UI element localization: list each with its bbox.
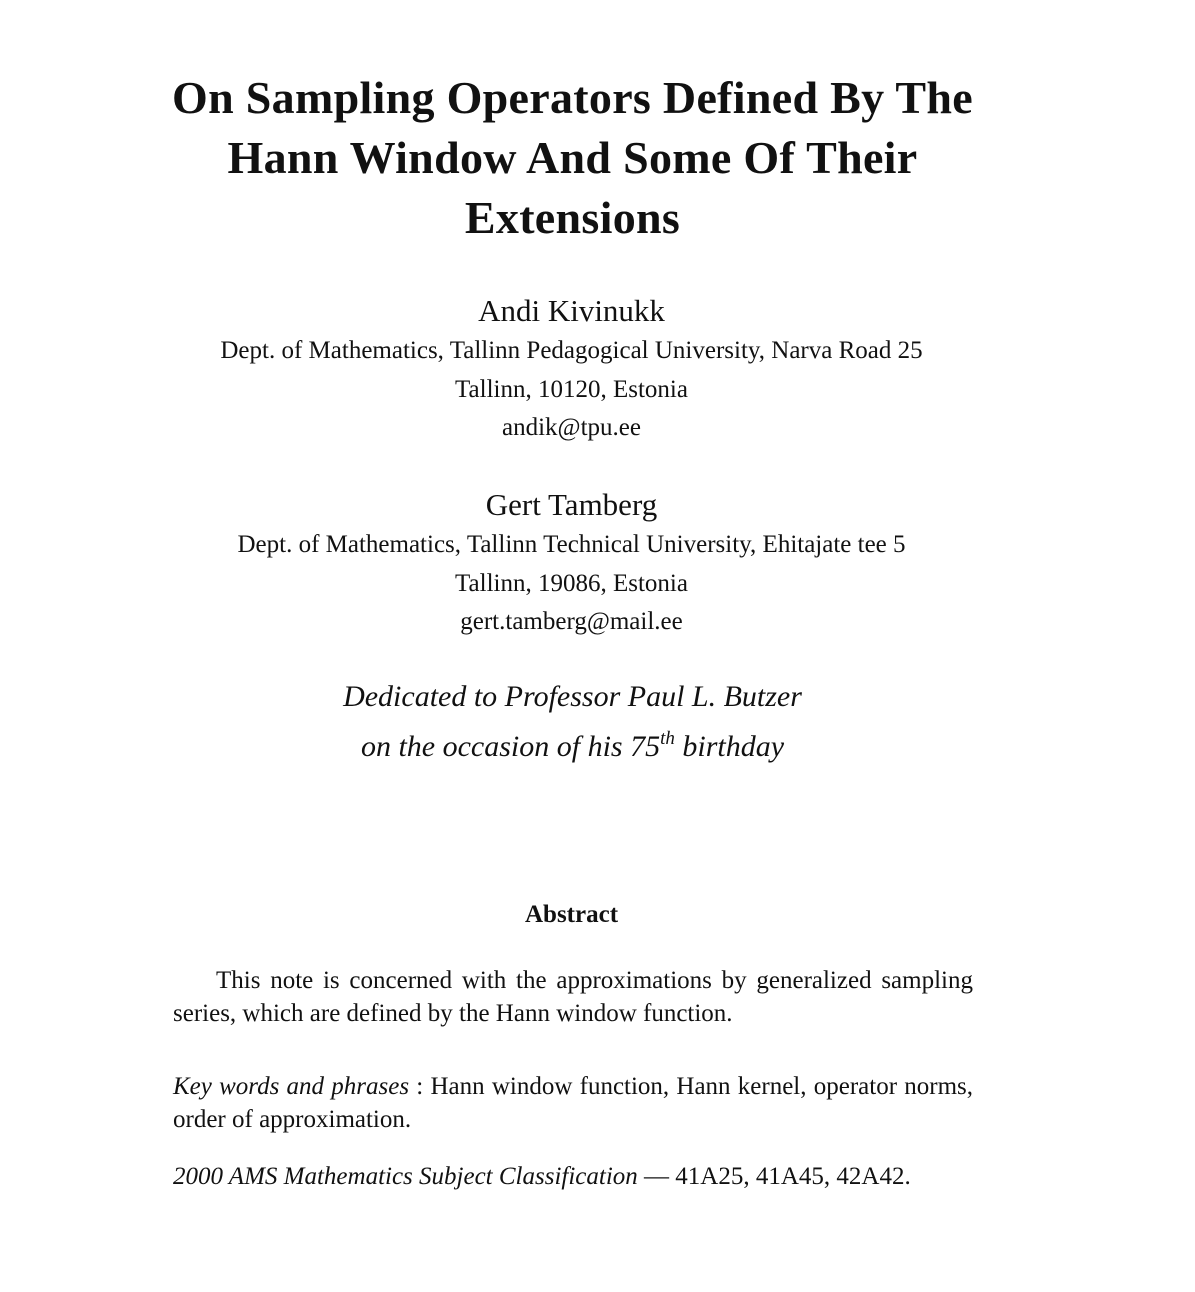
title-line: Hann Window And Some Of Their <box>227 132 918 183</box>
author-email: andik@tpu.ee <box>502 414 641 441</box>
title-line: Extensions <box>464 192 681 243</box>
title-line: On Sampling Operators Defined By The <box>172 72 973 123</box>
dedication-prefix: on the occasion of his 75 <box>360 730 661 763</box>
keywords-label: Key words and phrases <box>173 1073 410 1100</box>
author-affiliation: Dept. of Mathematics, Tallinn Technical University, Ehitajate tee 5 <box>237 531 906 558</box>
keywords-text: Hann window function, Hann kernel, operator norms, order of approximation. <box>173 1073 973 1133</box>
dedication-line-1: Dedicated to Professor Paul L. Butzer <box>343 680 802 713</box>
msc-classification <box>173 1160 973 1193</box>
msc-label: 2000 AMS Mathematics Subject Classification <box>173 1163 638 1190</box>
author-city: Tallinn, 10120, Estonia <box>455 375 688 403</box>
author-block <box>0 292 1143 448</box>
paper-title <box>60 68 1085 248</box>
msc-codes: 41A25, 41A45, 42A42. <box>675 1163 911 1190</box>
msc-separator: — <box>637 1163 676 1190</box>
author-email: gert.tamberg@mail.ee <box>460 608 683 635</box>
keywords-separator: : <box>409 1073 431 1100</box>
abstract-heading: Abstract <box>524 901 619 928</box>
author-block <box>0 486 1143 642</box>
author-name: Gert Tamberg <box>485 487 658 522</box>
abstract-text: This note is concerned with the approximations by generalized sampling series, which are defined by the Hann window function. <box>173 967 973 1027</box>
dedication-suffix: birthday <box>674 730 785 763</box>
dedication-line-2 <box>0 722 1145 772</box>
keywords <box>173 1070 973 1136</box>
author-affiliation: Dept. of Mathematics, Tallinn Pedagogical University, Narva Road 25 <box>220 337 923 364</box>
author-name: Andi Kivinukk <box>478 293 665 328</box>
author-city: Tallinn, 19086, Estonia <box>455 569 688 597</box>
ordinal-suffix: th <box>660 728 675 749</box>
dedication <box>0 672 1145 772</box>
